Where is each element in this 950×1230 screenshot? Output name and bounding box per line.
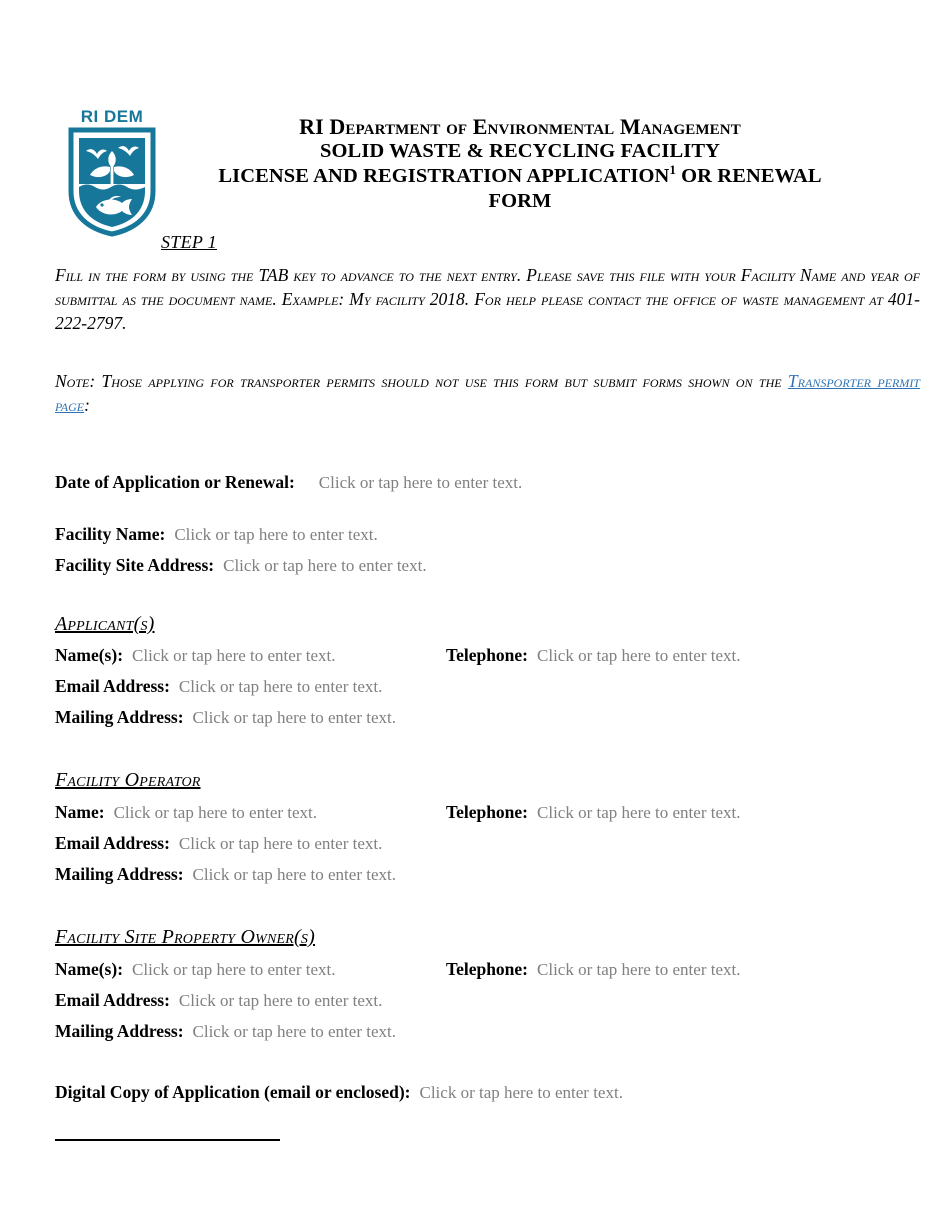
- field-row-facility-name: [55, 524, 378, 545]
- operator-name-input[interactable]: Click or tap here to enter text.: [113, 803, 318, 822]
- operator-mailing-address-label: Mailing Address:: [55, 864, 184, 884]
- footnote-separator: [55, 1139, 280, 1141]
- field-row-operator-telephone: [446, 802, 740, 823]
- facility-site-address-input[interactable]: Click or tap here to enter text.: [223, 556, 427, 575]
- document-header: [0, 108, 950, 238]
- section-heading-facility-site-property-owners: Facility Site Property Owner(s): [55, 926, 315, 948]
- digital-copy-input[interactable]: Click or tap here to enter text.: [419, 1083, 623, 1102]
- title-line-3-pre: LICENSE AND REGISTRATION APPLICATION: [218, 165, 670, 187]
- applicant-names-input[interactable]: Click or tap here to enter text.: [132, 646, 336, 665]
- applicant-email-input[interactable]: Click or tap here to enter text.: [178, 677, 383, 696]
- facility-site-address-label: Facility Site Address:: [55, 555, 215, 575]
- field-row-operator-email: [55, 833, 382, 854]
- field-row-owner-email: [55, 990, 382, 1011]
- digital-copy-label: Digital Copy of Application (email or enclosed):: [55, 1082, 411, 1102]
- applicant-names-label: Name(s):: [55, 645, 124, 665]
- title-line-4: FORM: [488, 190, 552, 212]
- operator-telephone-label: Telephone:: [446, 802, 529, 822]
- date-of-application-input[interactable]: Click or tap here to enter text.: [318, 473, 523, 492]
- applicant-email-label: Email Address:: [55, 676, 170, 696]
- shield-icon: [68, 127, 156, 237]
- field-row-applicant-email: [55, 676, 382, 697]
- applicant-mailing-address-input[interactable]: Click or tap here to enter text.: [192, 708, 396, 727]
- field-row-date-of-application: [55, 472, 522, 493]
- note-text: Note: Those applying for transporter permits should not use this form but submit forms shown on the: [55, 371, 788, 391]
- title-line-3: [170, 164, 870, 189]
- logo-wordmark: RI DEM: [80, 107, 144, 126]
- section-heading-applicants: Applicant(s): [55, 613, 155, 635]
- applicant-telephone-label: Telephone:: [446, 645, 529, 665]
- field-row-owner-telephone: [446, 959, 740, 980]
- owner-email-label: Email Address:: [55, 990, 170, 1010]
- operator-email-input[interactable]: Click or tap here to enter text.: [178, 834, 383, 853]
- owner-names-label: Name(s):: [55, 959, 124, 979]
- facility-name-input[interactable]: Click or tap here to enter text.: [174, 525, 378, 544]
- field-row-applicant-mailing-address: [55, 707, 396, 728]
- section-heading-facility-operator: Facility Operator: [55, 769, 201, 791]
- owner-telephone-label: Telephone:: [446, 959, 529, 979]
- facility-name-label: Facility Name:: [55, 524, 166, 544]
- owner-mailing-address-input[interactable]: Click or tap here to enter text.: [192, 1022, 396, 1041]
- field-row-owner-mailing-address: [55, 1021, 396, 1042]
- title-line-3-post: OR RENEWAL: [675, 165, 822, 187]
- owner-names-input[interactable]: Click or tap here to enter text.: [132, 960, 336, 979]
- note-suffix: :: [84, 395, 90, 415]
- operator-mailing-address-input[interactable]: Click or tap here to enter text.: [192, 865, 396, 884]
- operator-telephone-input[interactable]: Click or tap here to enter text.: [537, 803, 741, 822]
- field-row-facility-site-address: [55, 555, 427, 576]
- field-row-digital-copy: [55, 1082, 623, 1103]
- transporter-permit-page-link[interactable]: Transporter permit page: [55, 371, 920, 415]
- page-title: [170, 114, 870, 214]
- ri-dem-logo: [64, 108, 160, 238]
- operator-email-label: Email Address:: [55, 833, 170, 853]
- title-line-2: SOLID WASTE & RECYCLING FACILITY: [320, 140, 720, 162]
- field-row-operator-mailing-address: [55, 864, 396, 885]
- transporter-note-paragraph: [55, 369, 920, 417]
- title-line-1: RI Department of Environmental Management: [299, 114, 741, 139]
- date-of-application-label: Date of Application or Renewal:: [55, 472, 295, 492]
- footnote-marker: 1: [669, 163, 676, 178]
- applicant-mailing-address-label: Mailing Address:: [55, 707, 184, 727]
- owner-mailing-address-label: Mailing Address:: [55, 1021, 184, 1041]
- field-row-applicant-names: [55, 645, 335, 666]
- field-row-applicant-telephone: [446, 645, 740, 666]
- applicant-telephone-input[interactable]: Click or tap here to enter text.: [537, 646, 741, 665]
- operator-name-label: Name:: [55, 802, 105, 822]
- step-label: STEP 1: [161, 232, 217, 252]
- owner-telephone-input[interactable]: Click or tap here to enter text.: [537, 960, 741, 979]
- field-row-operator-name: [55, 802, 317, 823]
- owner-email-input[interactable]: Click or tap here to enter text.: [178, 991, 383, 1010]
- field-row-owner-names: [55, 959, 335, 980]
- instructions-paragraph: Fill in the form by using the TAB key to advance to the next entry. Please save this file with your Facility Name and year of submittal as the document name. Example: My facility 2018. For help please contact the office of waste management at 401-222-2797.: [55, 265, 920, 333]
